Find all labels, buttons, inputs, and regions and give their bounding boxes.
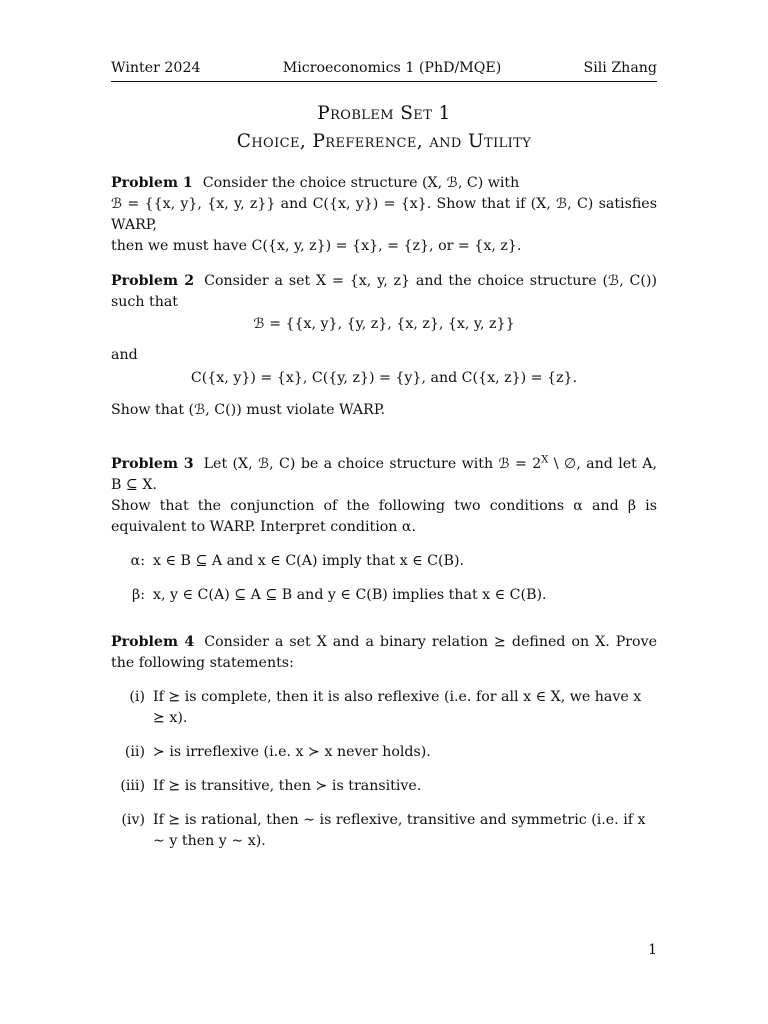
problem-2-intro-text: Consider a set X = {x, y, z} and the choice structure (ℬ, C()) such that	[111, 273, 657, 310]
condition-text: x, y ∈ C(A) ⊆ A ⊆ B and y ∈ C(B) implies that x ∈ C(B).	[153, 587, 547, 603]
problem-2-label: Problem 2	[111, 273, 195, 289]
problem-3	[111, 454, 657, 606]
problem-4-statement-iii	[111, 776, 657, 797]
problem-3-condition-alpha	[111, 551, 657, 572]
problem-3-intro-2: Show that the conjunction of the following two conditions α and β is equivalent to WARP. Interpret condition α.	[111, 498, 657, 535]
problem-3-intro-sup: X	[541, 454, 549, 466]
statement-label: (i)	[129, 689, 145, 705]
title-line-1: Problem Set 1	[317, 103, 451, 124]
running-header	[111, 58, 657, 82]
problem-3-condition-beta	[111, 585, 657, 606]
problem-1-line-3: then we must have C({x, y, z}) = {x}, = {z}, or = {x, z}.	[111, 238, 522, 254]
condition-label: α:	[130, 553, 145, 569]
header-course: Microeconomics 1 (PhD/MQE)	[282, 60, 502, 76]
condition-text: x ∈ B ⊆ A and x ∈ C(A) imply that x ∈ C(B).	[153, 553, 465, 569]
problem-1-line-2: ℬ = {{x, y}, {x, y, z}} and C({x, y}) = {x}. Show that if (X, ℬ, C) satisfies WARP,	[111, 196, 657, 233]
problem-4-intro	[111, 632, 657, 674]
problem-2-outro: Show that (ℬ, C()) must violate WARP.	[111, 402, 385, 418]
statement-text: If ⪰ is complete, then it is also reflexive (i.e. for all x ∈ X, we have x ⪰ x).	[153, 689, 642, 726]
title-line-2: Choice, Preference, and Utility	[236, 131, 532, 152]
statement-label: (ii)	[124, 744, 145, 760]
header-term: Winter 2024	[111, 60, 201, 76]
statement-text: ≻ is irreflexive (i.e. x ≻ x never holds).	[153, 744, 431, 760]
problem-4-statement-i	[111, 687, 657, 729]
title-block	[111, 100, 657, 156]
statement-label: (iv)	[121, 812, 145, 828]
problem-1	[111, 173, 657, 257]
problem-1-line-1	[111, 173, 657, 194]
problem-1-label: Problem 1	[111, 175, 193, 191]
header-author: Sili Zhang	[583, 60, 657, 76]
problem-4-statement-iv	[111, 810, 657, 852]
problem-2-display-2: C({x, y}) = {x}, C({y, z}) = {y}, and C({x, z}) = {z}.	[190, 370, 578, 386]
problem-4-statement-ii	[111, 742, 657, 763]
problem-4-intro-text: Consider a set X and a binary relation ⪰ defined on X. Prove the following statements:	[111, 634, 658, 671]
problem-2-display-1: ℬ = {{x, y}, {y, z}, {x, z}, {x, y, z}}	[253, 316, 515, 332]
statement-label: (iii)	[120, 778, 145, 794]
problem-2	[111, 271, 657, 421]
problem-1-text-1: Consider the choice structure (X, ℬ, C) with	[202, 175, 520, 191]
problem-3-intro	[111, 454, 657, 496]
problem-2-intro	[111, 271, 657, 313]
problem-3-intro-a: Let (X, ℬ, C) be a choice structure with ℬ = 2	[203, 456, 542, 472]
problem-4-label: Problem 4	[111, 634, 195, 650]
problem-4	[111, 632, 657, 852]
statement-text: If ⪰ is rational, then ∼ is reflexive, transitive and symmetric (i.e. if x ∼ y then y ∼ x).	[153, 812, 646, 849]
statement-text: If ⪰ is transitive, then ≻ is transitive.	[153, 778, 422, 794]
page-number: 1	[647, 942, 657, 958]
condition-label: β:	[132, 587, 145, 603]
problem-2-and: and	[111, 347, 138, 363]
problem-3-label: Problem 3	[111, 456, 194, 472]
problem-3-intro-b: \ ∅, and let A, B ⊆ X.	[111, 456, 657, 493]
